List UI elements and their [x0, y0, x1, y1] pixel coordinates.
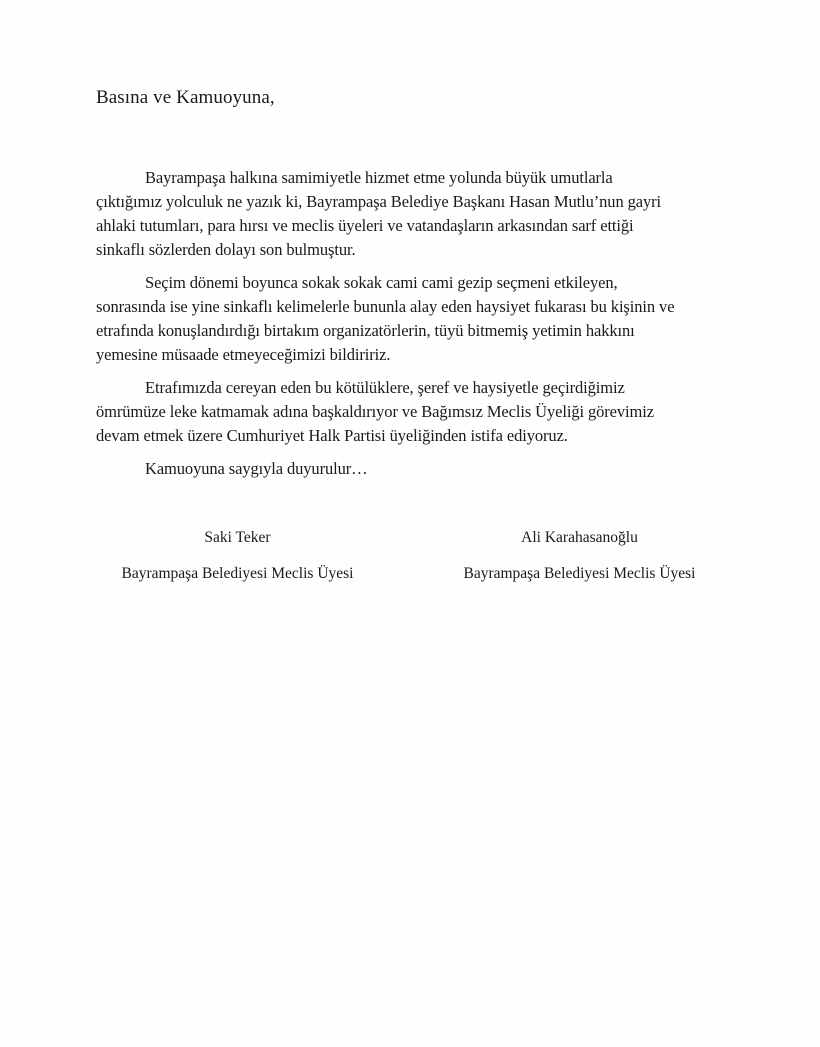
- salutation: Basına ve Kamuoyuna,: [96, 87, 275, 108]
- signatory-title: Bayrampaşa Belediyesi Meclis Üyesi: [463, 565, 696, 582]
- closing-line: Kamuoyuna saygıyla duyurulur…: [145, 459, 368, 478]
- paragraph-line: yemesine müsaade etmeyeceğimizi bildiririz.: [96, 345, 391, 364]
- signatory-name: Ali Karahasanoğlu: [521, 529, 638, 546]
- paragraph-line: Seçim dönemi boyunca sokak sokak cami cami gezip seçmeni etkileyen,: [145, 273, 618, 292]
- paragraph-line: Bayrampaşa halkına samimiyetle hizmet etme yolunda büyük umutlarla: [145, 168, 613, 187]
- paragraph-line: ahlaki tutumları, para hırsı ve meclis üyeleri ve vatandaşların arkasından sarf ettiği: [96, 216, 634, 235]
- paragraph-line: sonrasında ise yine sinkaflı kelimelerle bununla alay eden haysiyet fukarası bu kişinin ve: [96, 297, 675, 316]
- paragraph-line: sinkaflı sözlerden dolayı son bulmuştur.: [96, 240, 356, 259]
- signatory-name: Saki Teker: [204, 529, 271, 546]
- paragraph-line: Etrafımızda cereyan eden bu kötülüklere, şeref ve haysiyetle geçirdiğimiz: [145, 378, 625, 397]
- paragraph-line: çıktığımız yolculuk ne yazık ki, Bayrampaşa Belediye Başkanı Hasan Mutlu’nun gayri: [96, 192, 662, 211]
- signatory-title: Bayrampaşa Belediyesi Meclis Üyesi: [121, 565, 354, 582]
- paragraph-line: ömrümüze leke katmamak adına başkaldırıyor ve Bağımsız Meclis Üyeliği görevimiz: [96, 402, 654, 421]
- paragraph-line: devam etmek üzere Cumhuriyet Halk Partisi üyeliğinden istifa ediyoruz.: [96, 426, 568, 445]
- paragraph-line: etrafında konuşlandırdığı birtakım organizatörlerin, tüyü bitmemiş yetimin hakkını: [96, 321, 635, 340]
